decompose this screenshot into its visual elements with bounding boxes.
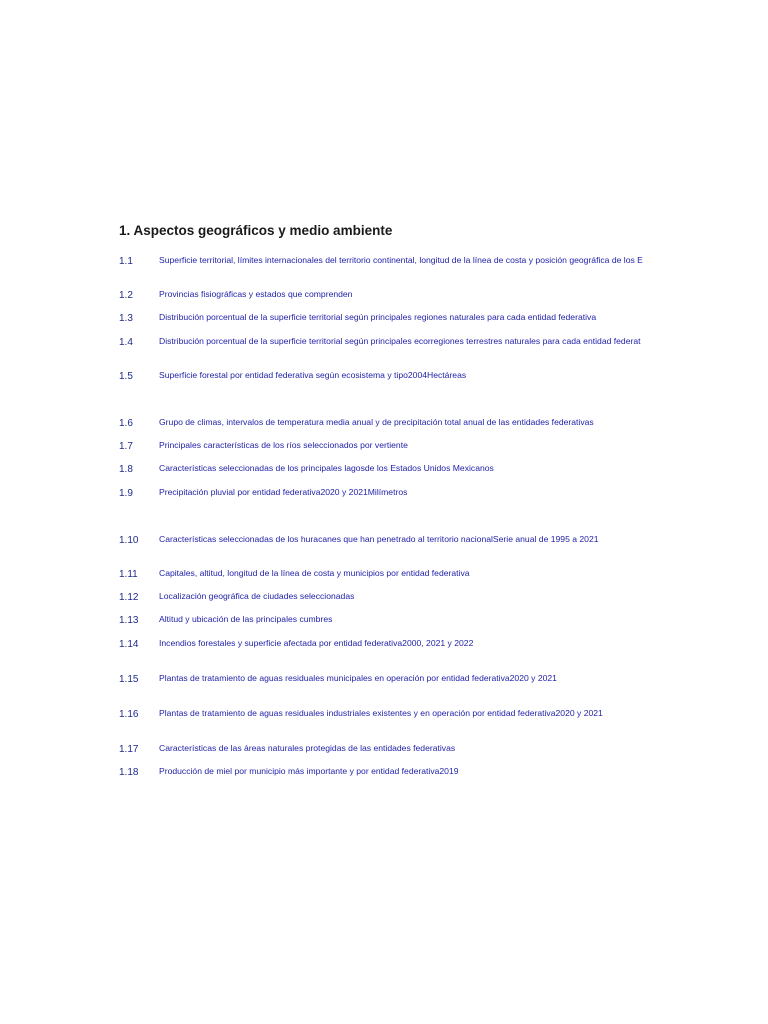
toc-row <box>0 707 768 725</box>
toc-link[interactable]: Distribución porcentual de la superficie territorial según principales regiones naturales para cada entidad federativa <box>159 312 597 322</box>
toc-link[interactable]: Superficie territorial, límites internacionales del territorio continental, longitud de la línea de costa y posición geográfica de los E <box>159 255 643 265</box>
toc-link[interactable]: Incendios forestales y superficie afectada por entidad federativa2000, 2021 y 2022 <box>159 638 474 648</box>
toc-link[interactable]: Principales características de los ríos seleccionados por vertiente <box>159 440 408 450</box>
toc-row <box>0 311 768 329</box>
toc-link[interactable]: Grupo de climas, intervalos de temperatura media anual y de precipitación total anual de las entidades federativas <box>159 417 594 427</box>
toc-row <box>0 765 768 783</box>
section-title: 1. Aspectos geográficos y medio ambiente <box>119 223 393 238</box>
toc-row <box>0 369 768 387</box>
toc-link[interactable]: Distribución porcentual de la superficie territorial según principales ecorregiones terrestres naturales para cada entidad federat <box>159 336 641 346</box>
toc-number: 1.10 <box>119 535 139 546</box>
toc-row <box>0 590 768 608</box>
toc-link[interactable]: Localización geográfica de ciudades seleccionadas <box>159 591 355 601</box>
toc-number: 1.8 <box>119 464 133 475</box>
toc-number: 1.4 <box>119 337 133 348</box>
toc-row <box>0 742 768 760</box>
toc-number: 1.2 <box>119 290 133 301</box>
toc-number: 1.17 <box>119 744 139 755</box>
toc-number: 1.11 <box>119 569 138 580</box>
toc-row <box>0 637 768 655</box>
toc-row <box>0 254 768 272</box>
toc-link[interactable]: Características de las áreas naturales protegidas de las entidades federativas <box>159 743 456 753</box>
toc-number: 1.14 <box>119 639 139 650</box>
toc-link[interactable]: Plantas de tratamiento de aguas residuales industriales existentes y en operación por entidad federativa2020 y 2021 <box>159 708 603 718</box>
toc-link[interactable]: Plantas de tratamiento de aguas residuales municipales en operación por entidad federativa2020 y 2021 <box>159 673 557 683</box>
toc-number: 1.6 <box>119 418 133 429</box>
toc-row <box>0 567 768 585</box>
toc-row <box>0 486 768 504</box>
toc-row <box>0 416 768 434</box>
toc-link[interactable]: Características seleccionadas de los huracanes que han penetrado al territorio nacionalSerie anual de 1995 a 2021 <box>159 534 599 544</box>
toc-link[interactable]: Producción de miel por municipio más importante y por entidad federativa2019 <box>159 766 459 776</box>
toc-number: 1.5 <box>119 371 133 382</box>
toc-link[interactable]: Altitud y ubicación de las principales cumbres <box>159 614 333 624</box>
toc-number: 1.7 <box>119 441 133 452</box>
toc-row <box>0 613 768 631</box>
toc-number: 1.3 <box>119 313 133 324</box>
toc-link[interactable]: Provincias fisiográficas y estados que comprenden <box>159 289 353 299</box>
toc-row <box>0 439 768 457</box>
toc-number: 1.15 <box>119 674 139 685</box>
toc-number: 1.13 <box>119 615 139 626</box>
toc-row <box>0 335 768 353</box>
toc-number: 1.16 <box>119 709 139 720</box>
toc-row <box>0 288 768 306</box>
toc-row <box>0 462 768 480</box>
toc-number: 1.12 <box>119 592 139 603</box>
toc-link[interactable]: Capitales, altitud, longitud de la línea de costa y municipios por entidad federativa <box>159 568 470 578</box>
toc-link[interactable]: Características seleccionadas de los principales lagosde los Estados Unidos Mexicanos <box>159 463 494 473</box>
toc-row <box>0 672 768 690</box>
toc-link[interactable]: Superficie forestal por entidad federativa según ecosistema y tipo2004Hectáreas <box>159 370 467 380</box>
toc-link[interactable]: Precipitación pluvial por entidad federativa2020 y 2021Milímetros <box>159 487 408 497</box>
toc-number: 1.18 <box>119 767 139 778</box>
toc-number: 1.1 <box>119 256 133 267</box>
toc-row <box>0 533 768 551</box>
toc-number: 1.9 <box>119 488 133 499</box>
